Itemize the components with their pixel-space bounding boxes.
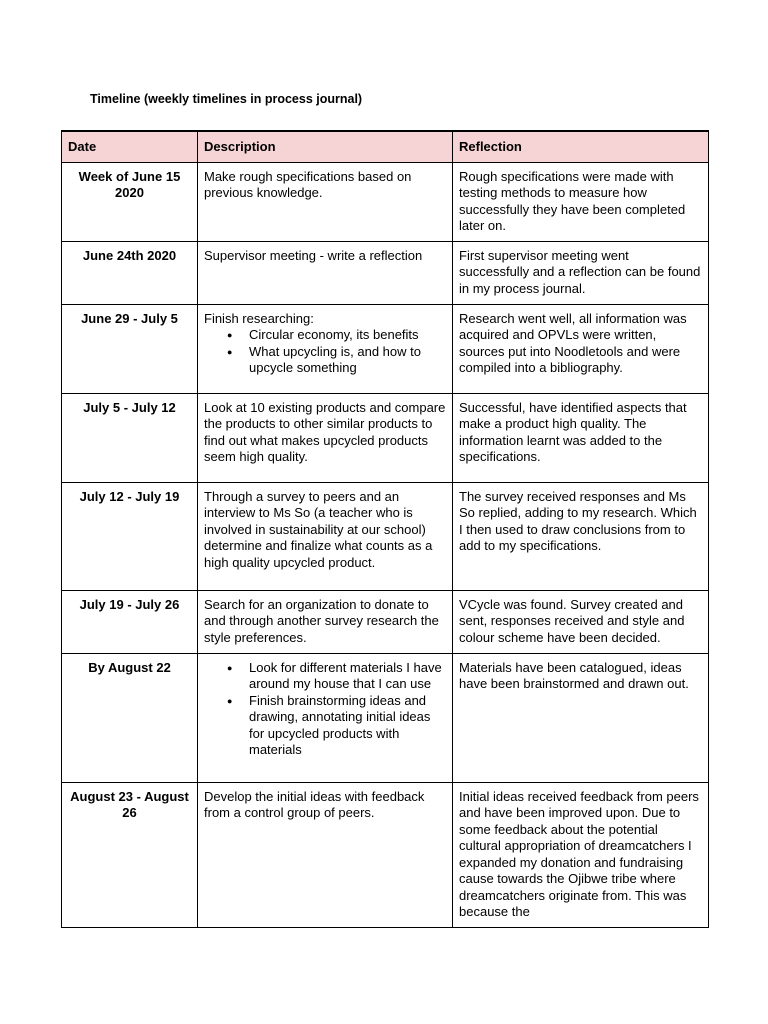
list-item: ● Look for different materials I have around my house that I can use [249,660,446,693]
bullet-list [204,327,446,377]
row-description [198,653,453,782]
table-row [62,162,709,241]
row-date: July 5 - July 12 [62,393,198,482]
row-date: June 29 - July 5 [62,304,198,393]
row-description: Develop the initial ideas with feedback from a control group of peers. [198,782,453,927]
header-date: Date [62,131,198,162]
row-date: June 24th 2020 [62,241,198,304]
row-date: August 23 - August 26 [62,782,198,927]
row-date: July 19 - July 26 [62,590,198,653]
row-reflection: The survey received responses and Ms So replied, adding to my research. Which I then used to draw conclusions from to add to my specifications. [453,482,709,590]
table-row [62,241,709,304]
bullet-list [204,660,446,759]
list-item: ● Finish brainstorming ideas and drawing, annotating initial ideas for upcycled products with materials [249,693,446,759]
row-description [198,304,453,393]
table-row [62,304,709,393]
header-description: Description [198,131,453,162]
row-reflection: Initial ideas received feedback from peers and have been improved upon. Due to some feedback about the potential cultural appropriation of dreamcatchers I expanded my donation and fundraising cause towards the Ojibwe tribe where dreamcatchers originate from. This was because the [453,782,709,927]
row-reflection: Successful, have identified aspects that make a product high quality. The information learnt was added to the specifications. [453,393,709,482]
description-intro: Finish researching: [204,310,314,326]
table-row [62,782,709,927]
row-date: July 12 - July 19 [62,482,198,590]
list-item: ● Circular economy, its benefits [249,327,446,344]
row-reflection: Research went well, all information was acquired and OPVLs were written, sources put into Noodletools and were compiled into a bibliography. [453,304,709,393]
list-item: ● What upcycling is, and how to upcycle something [249,344,446,377]
row-description: Supervisor meeting - write a reflection [198,241,453,304]
timeline-table [61,130,709,928]
row-date: Week of June 15 2020 [62,162,198,241]
header-reflection: Reflection [453,131,709,162]
row-description: Through a survey to peers and an interview to Ms So (a teacher who is involved in sustainability at our school) determine and finalize what counts as a high quality upcycled product. [198,482,453,590]
row-description: Make rough specifications based on previous knowledge. [198,162,453,241]
table-row [62,590,709,653]
row-description: Search for an organization to donate to and through another survey research the style preferences. [198,590,453,653]
row-reflection: VCycle was found. Survey created and sent, responses received and style and colour scheme have been decided. [453,590,709,653]
page-title: Timeline (weekly timelines in process journal) [90,92,363,106]
row-date: By August 22 [62,653,198,782]
row-description: Look at 10 existing products and compare the products to other similar products to find out what makes upcycled products seem high quality. [198,393,453,482]
table-row [62,393,709,482]
table-row [62,482,709,590]
row-reflection: Materials have been catalogued, ideas have been brainstormed and drawn out. [453,653,709,782]
row-reflection: First supervisor meeting went successfully and a reflection can be found in my process journal. [453,241,709,304]
row-reflection: Rough specifications were made with testing methods to measure how successfully they have been completed later on. [453,162,709,241]
table-row [62,653,709,782]
table-header-row [62,131,709,162]
